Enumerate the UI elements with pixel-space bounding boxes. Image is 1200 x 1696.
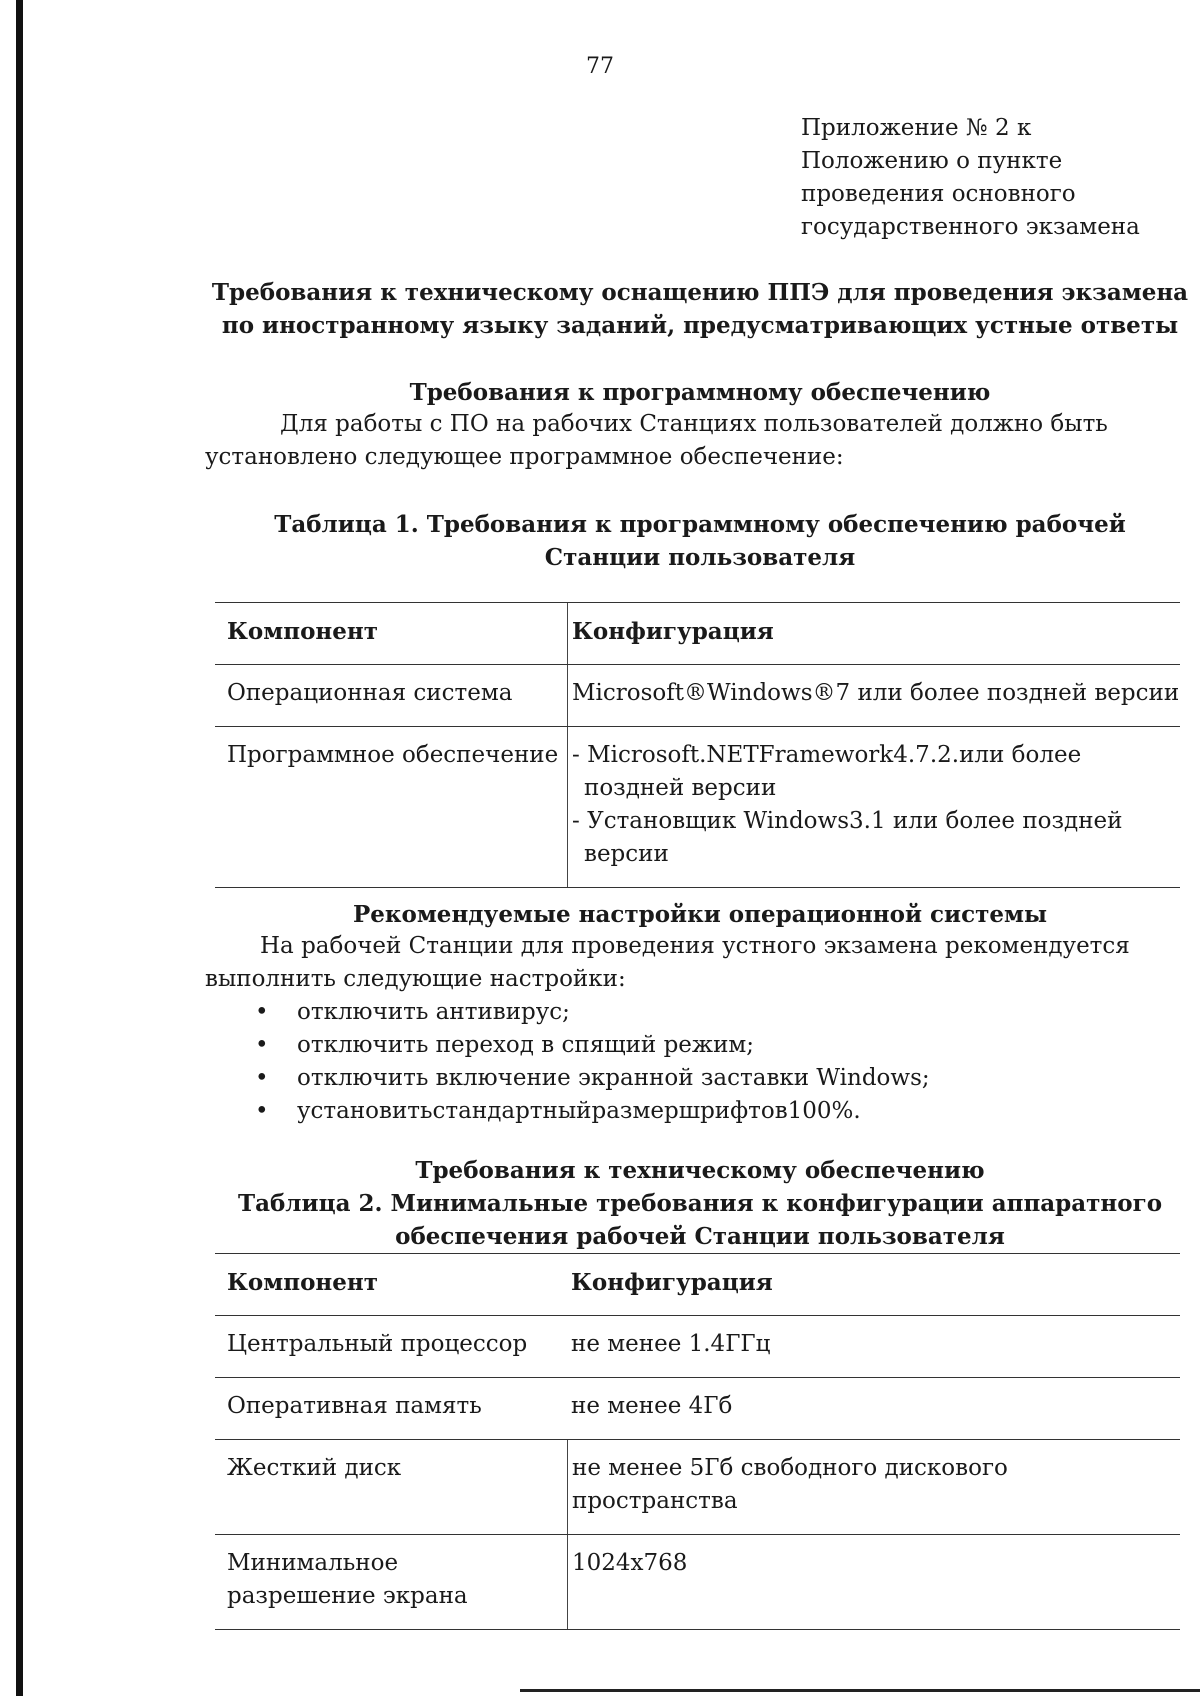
bullet-icon: • [255,1065,269,1091]
table-row [215,1315,1180,1377]
table2 [215,1253,1180,1630]
table-cell-config: не менее 5Гб свободного дискового пространства [567,1440,1180,1534]
table-cell-config [567,727,1180,887]
os-settings-intro-line: выполнить следующие настройки: [205,966,626,992]
config-line: - Установщик Windows3.1 или более поздней [572,808,1123,834]
list-item [255,1062,930,1095]
software-intro-line: Для работы с ПО на рабочих Станциях пользователей должно быть [280,411,1108,437]
appendix-line: Приложение № 2 к [801,115,1032,141]
bullet-icon: • [255,999,269,1025]
config-line: - Microsoft.NETFramework4.7.2.или более [572,742,1082,768]
list-item [255,1095,930,1128]
component-line: разрешение экрана [227,1583,468,1609]
config-line: версии [584,841,669,867]
table1-caption-line: Таблица 1. Требования к программному обеспечению рабочей [274,511,1126,538]
table2-caption-line: обеспечения рабочей Станции пользователя [395,1223,1005,1250]
table1-caption-line: Станции пользователя [544,544,856,571]
os-settings-list [255,996,930,1128]
document-title [200,276,1200,342]
table2-header-component: Компонент [227,1269,378,1296]
table-cell-component: Операционная система [227,680,513,706]
list-item-text: отключить переход в спящий режим; [297,1032,755,1058]
hardware-section-title: Требования к техническому обеспечению [415,1157,985,1184]
table-cell-config: 1024x768 [567,1535,1180,1629]
table-cell-config: не менее 1.4ГГц [571,1331,771,1357]
software-intro-line: установлено следующее программное обеспечение: [205,444,844,470]
component-line: Минимальное [227,1550,399,1576]
table-cell-component: Жесткий диск [227,1455,402,1481]
document-title-line: Требования к техническому оснащению ППЭ для проведения экзамена [211,279,1189,306]
list-item [255,996,930,1029]
list-item-text: отключить антивирус; [297,999,570,1025]
appendix-line: проведения основного [801,181,1076,207]
document-title-line: по иностранному языку заданий, предусматривающих устные ответы [221,312,1179,339]
table-cell-component: Центральный процессор [227,1331,528,1357]
page-number: 77 [586,54,614,79]
config-line: поздней версии [584,775,777,801]
table1-header-component: Компонент [227,618,378,645]
table1 [215,602,1180,888]
table1-header-row [215,602,1180,664]
table-row [215,1377,1180,1439]
table-cell-component: Оперативная память [227,1393,482,1419]
table2-header-row [215,1253,1180,1315]
table2-caption [200,1187,1200,1253]
table-cell-config: Microsoft®Windows®7 или более поздней версии [567,665,1180,726]
software-intro [205,408,1135,474]
appendix-reference [801,112,1140,244]
software-section-title: Требования к программному обеспечению [409,379,991,406]
table-row [215,1534,1180,1630]
table1-caption [200,508,1200,574]
os-settings-intro [205,930,1135,996]
os-settings-title: Рекомендуемые настройки операционной системы [352,901,1048,928]
appendix-line: государственного экзамена [801,214,1140,240]
binding-edge-bar [16,0,23,1696]
table2-header-config: Конфигурация [571,1269,773,1296]
table-cell-component [215,1535,567,1629]
os-settings-intro-line: На рабочей Станции для проведения устного экзамена рекомендуется [260,933,1130,959]
list-item-text: отключить включение экранной заставки Windows; [297,1065,930,1091]
table-row [215,1439,1180,1534]
table-cell-config: не менее 4Гб [571,1393,733,1419]
bottom-edge-rule [520,1689,1200,1692]
appendix-line: Положению о пункте [801,148,1063,174]
table-cell-component: Программное обеспечение [227,742,559,768]
list-item [255,1029,930,1062]
bullet-icon: • [255,1032,269,1058]
table1-header-config: Конфигурация [567,603,1180,664]
list-item-text: установитьстандартныйразмершрифтов100%. [297,1098,861,1124]
table-row [215,726,1180,888]
bullet-icon: • [255,1098,269,1124]
table-row [215,664,1180,726]
table2-caption-line: Таблица 2. Минимальные требования к конфигурации аппаратного [237,1190,1163,1217]
